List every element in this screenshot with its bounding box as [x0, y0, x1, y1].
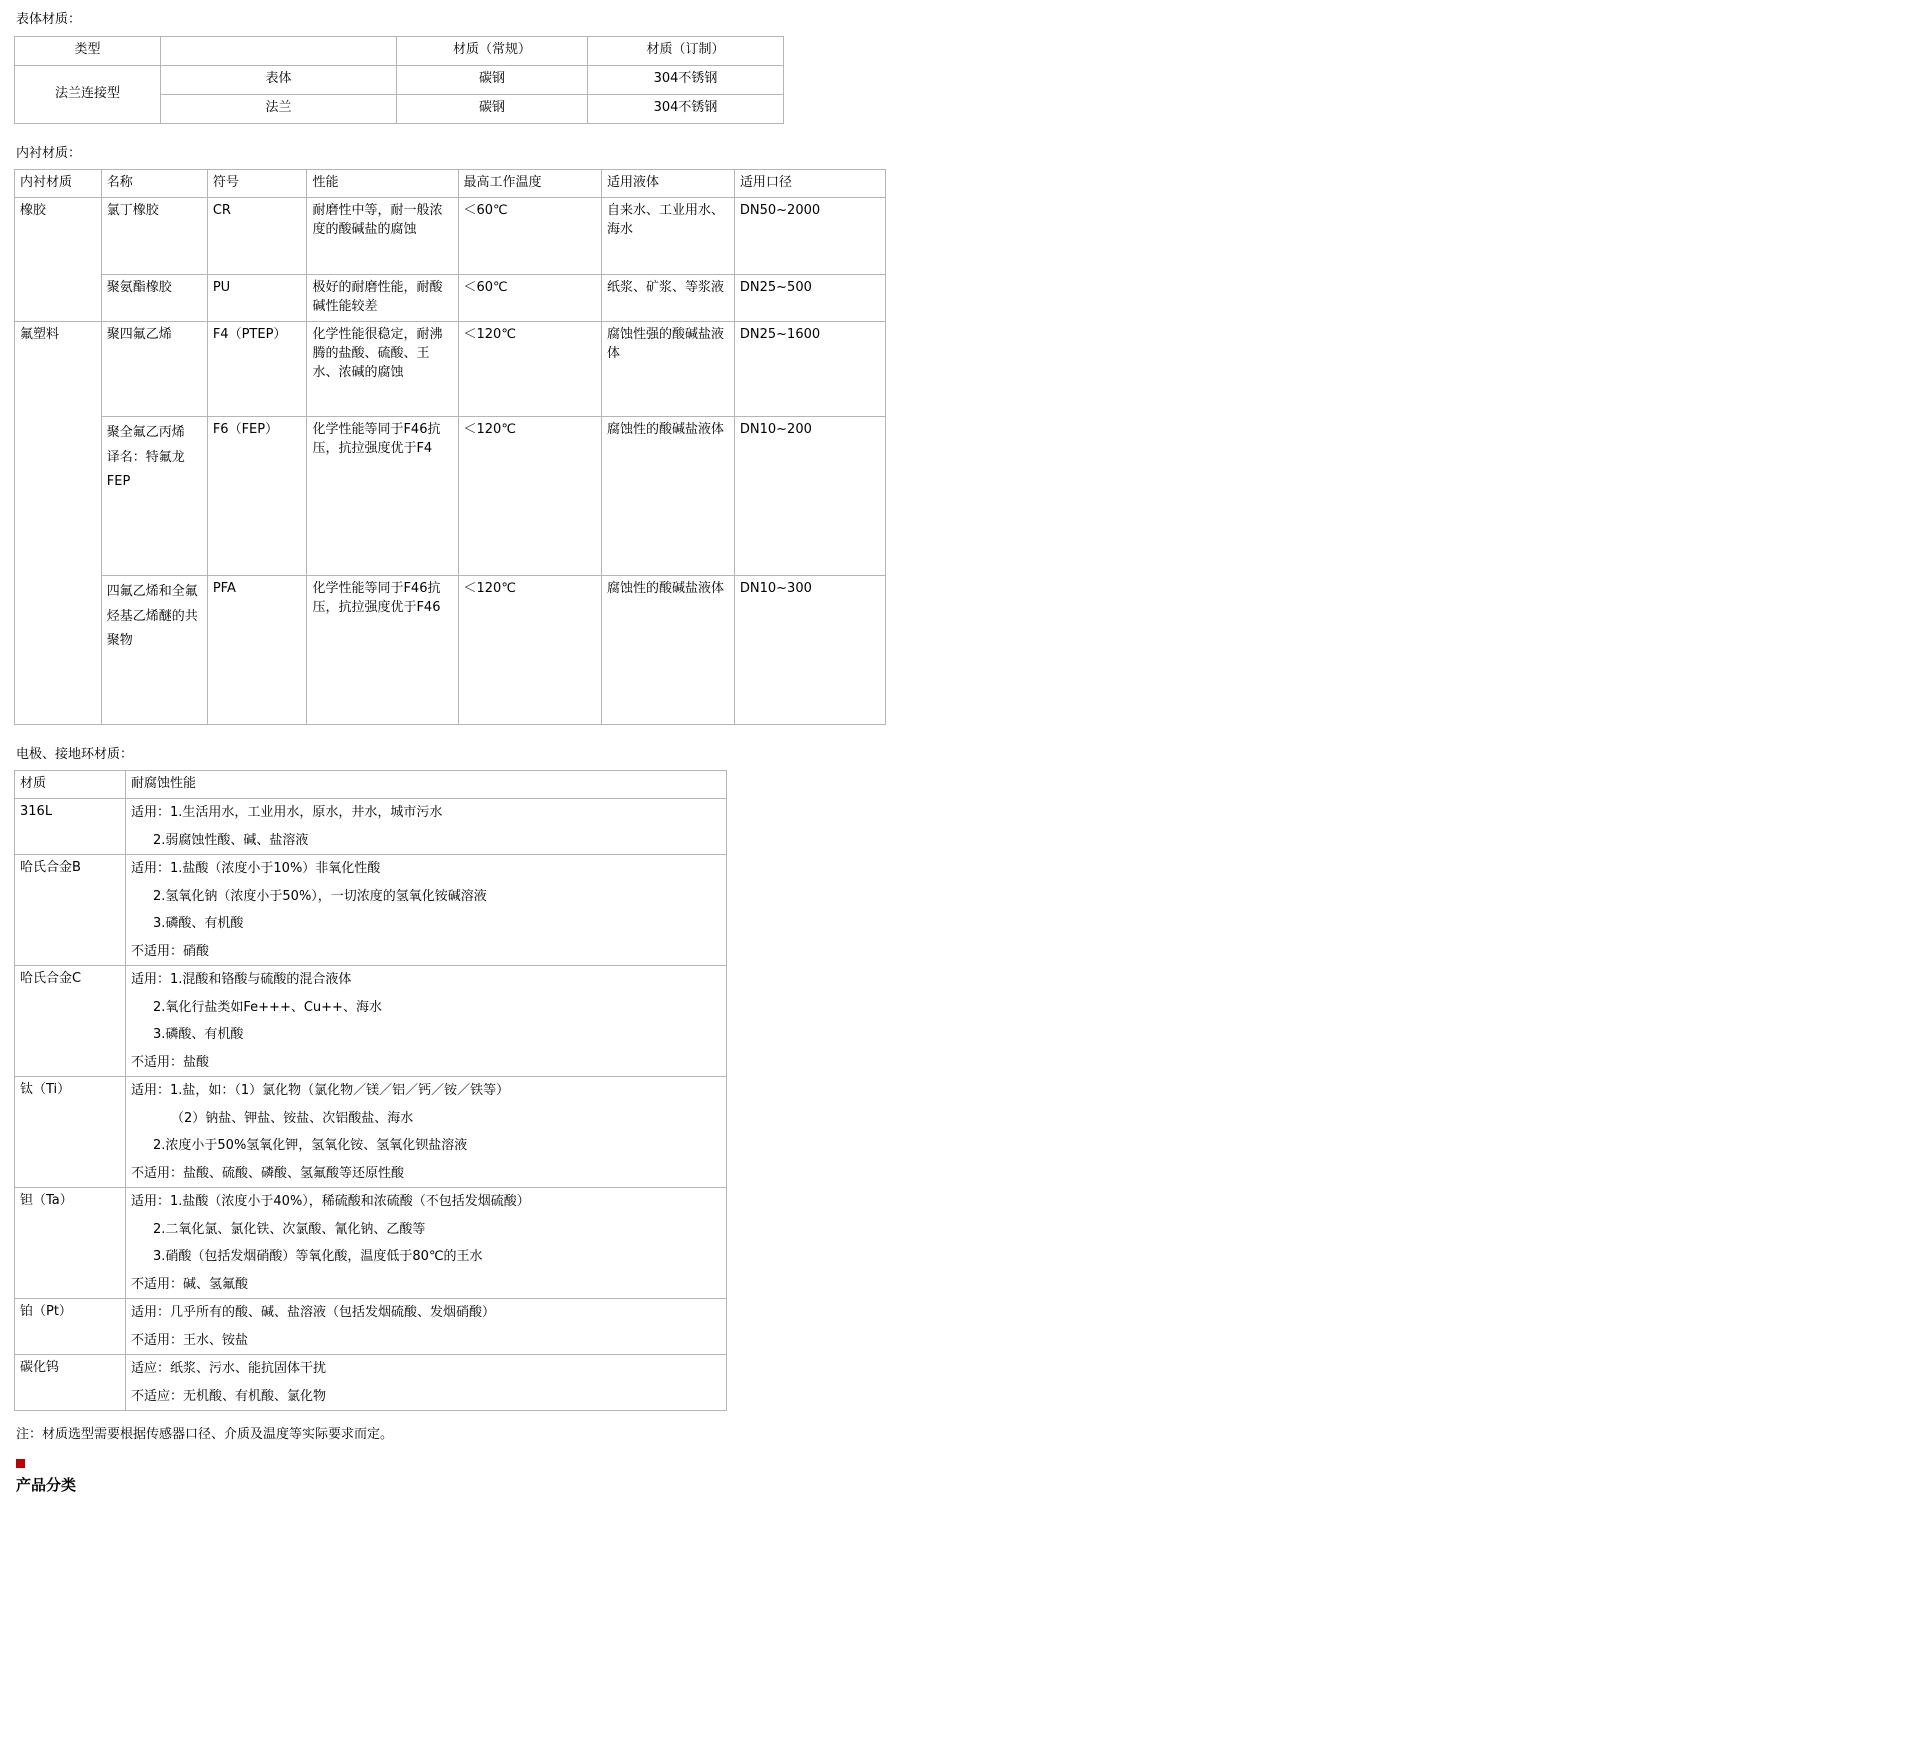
cell-description — [126, 1299, 727, 1355]
desc-line: 适用：几乎所有的酸、碱、盐溶液（包括发烟硫酸、发烟硝酸） — [131, 1305, 496, 1321]
header-name: 名称 — [101, 170, 207, 198]
cell-liquid: 腐蚀性的酸碱盐液体 — [602, 416, 735, 575]
cell-custom: 304不锈钢 — [588, 65, 784, 94]
cell-symbol: F4（PTEP） — [207, 321, 307, 416]
desc-line: 不适用：碱、氢氟酸 — [131, 1276, 249, 1292]
desc-line: 不适用：王水、铵盐 — [131, 1332, 249, 1348]
desc-line: 2.氢氧化钠（浓度小于50%），一切浓度的氢氧化铵碱溶液 — [153, 888, 487, 904]
cell-description — [126, 1077, 727, 1188]
desc-line: 2.弱腐蚀性酸、碱、盐溶液 — [153, 832, 309, 848]
desc-line: 适用：1.盐，如：（1）氯化物（氯化物／镁／铝／钙／铵／铁等） — [131, 1083, 510, 1099]
table-row — [15, 170, 886, 198]
header-blank — [161, 36, 397, 65]
cell-material: 316L — [15, 799, 126, 855]
material-selection-note: 注：材质选型需要根据传感器口径、介质及温度等实际要求而定。 — [16, 1427, 394, 1443]
cell-standard: 碳钢 — [397, 65, 588, 94]
cell-material: 碳化钨 — [15, 1355, 126, 1411]
cell-diameter: DN25~500 — [734, 274, 885, 321]
cell-description — [126, 855, 727, 966]
cell-material: 哈氏合金B — [15, 855, 126, 966]
cell-symbol: PFA — [207, 575, 307, 724]
cell-max-temp: ＜120℃ — [458, 575, 602, 724]
desc-line: 3.磷酸、有机酸 — [153, 916, 244, 932]
header-symbol: 符号 — [207, 170, 307, 198]
cell-description — [126, 1355, 727, 1411]
desc-line: 2.浓度小于50%氢氧化钾，氢氧化铵、氢氧化钡盐溶液 — [153, 1138, 468, 1154]
table-row — [15, 274, 886, 321]
desc-line: 不适用：硝酸 — [131, 943, 210, 959]
cell-performance: 化学性能等同于F46抗压，抗拉强度优于F4 — [307, 416, 458, 575]
table-row — [15, 1188, 727, 1299]
header-max-temp: 最高工作温度 — [458, 170, 602, 198]
body-material-label: 表体材质： — [16, 12, 82, 27]
cell-material: 哈氏合金C — [15, 966, 126, 1077]
electrode-material-table — [14, 770, 727, 1411]
desc-line: 适用：1.混酸和铬酸与硫酸的混合液体 — [131, 972, 352, 988]
desc-line: 2.二氧化氯、氯化铁、次氯酸、氰化钠、乙酸等 — [153, 1221, 426, 1237]
table-row — [15, 416, 886, 575]
table-row — [15, 321, 886, 416]
red-square-icon — [16, 1459, 25, 1468]
cell-diameter: DN25~1600 — [734, 321, 885, 416]
header-diameter: 适用口径 — [734, 170, 885, 198]
cell-max-temp: ＜120℃ — [458, 321, 602, 416]
header-performance: 性能 — [307, 170, 458, 198]
cell-liquid: 纸浆、矿浆、等浆液 — [602, 274, 735, 321]
cell-name: 聚氨酯橡胶 — [101, 274, 207, 321]
desc-line: 2.氧化行盐类如Fe+++、Cu++、海水 — [153, 999, 382, 1015]
cell-name: 四氟乙烯和全氟烃基乙烯醚的共聚物 — [101, 575, 207, 724]
body-material-table — [14, 36, 784, 124]
product-category-block — [16, 1456, 1920, 1496]
cell-symbol: F6（FEP） — [207, 416, 307, 575]
cell-diameter: DN10~200 — [734, 416, 885, 575]
table-row — [15, 197, 886, 274]
table-row — [15, 1355, 727, 1411]
table-row — [15, 966, 727, 1077]
cell-description — [126, 799, 727, 855]
header-liquid: 适用液体 — [602, 170, 735, 198]
desc-line: 不适用：盐酸 — [131, 1054, 210, 1070]
desc-line: 适用：1.盐酸（浓度小于10%）非氧化性酸 — [131, 861, 381, 877]
header-type: 类型 — [15, 36, 161, 65]
cell-max-temp: ＜120℃ — [458, 416, 602, 575]
cell-part: 表体 — [161, 65, 397, 94]
cell-liquid: 腐蚀性的酸碱盐液体 — [602, 575, 735, 724]
header-material: 材质 — [15, 771, 126, 799]
cell-description — [126, 1188, 727, 1299]
header-custom: 材质（订制） — [588, 36, 784, 65]
table-row — [15, 575, 886, 724]
cell-name: 聚四氟乙烯 — [101, 321, 207, 416]
cell-symbol: CR — [207, 197, 307, 274]
cell-max-temp: ＜60℃ — [458, 197, 602, 274]
electrode-material-label: 电极、接地环材质： — [16, 746, 134, 762]
cell-performance: 化学性能很稳定，耐沸腾的盐酸、硫酸、王水、浓碱的腐蚀 — [307, 321, 458, 416]
cell-liquid: 腐蚀性强的酸碱盐液体 — [602, 321, 735, 416]
desc-line: （2）钠盐、钾盐、铵盐、次铝酸盐、海水 — [171, 1110, 414, 1126]
cell-max-temp: ＜60℃ — [458, 274, 602, 321]
product-category-title: 产品分类 — [16, 1475, 77, 1494]
group-label-rubber: 橡胶 — [15, 197, 102, 321]
table-row — [15, 855, 727, 966]
desc-line: 适应：纸浆、污水、能抗固体干扰 — [131, 1361, 327, 1377]
lining-material-label: 内衬材质： — [16, 145, 82, 161]
table-row — [15, 36, 784, 65]
table-row — [15, 799, 727, 855]
table-row — [15, 1077, 727, 1188]
header-corrosion-resistance: 耐腐蚀性能 — [126, 771, 727, 799]
cell-performance: 极好的耐磨性能，耐酸碱性能较差 — [307, 274, 458, 321]
header-lining-material: 内衬材质 — [15, 170, 102, 198]
desc-line: 3.磷酸、有机酸 — [153, 1027, 244, 1043]
cell-name: 聚全氟乙丙烯 译名：特氟龙FEP — [101, 416, 207, 575]
table-row — [15, 771, 727, 799]
cell-material: 钽（Ta） — [15, 1188, 126, 1299]
table-row — [15, 1299, 727, 1355]
cell-description — [126, 966, 727, 1077]
cell-performance: 耐磨性中等，耐一般浓度的酸碱盐的腐蚀 — [307, 197, 458, 274]
desc-line: 适用：1.盐酸（浓度小于40%），稀硫酸和浓硫酸（不包括发烟硫酸） — [131, 1194, 530, 1210]
cell-material: 钛（Ti） — [15, 1077, 126, 1188]
desc-line: 不适应：无机酸、有机酸、氯化物 — [131, 1388, 327, 1404]
cell-custom: 304不锈钢 — [588, 94, 784, 123]
cell-symbol: PU — [207, 274, 307, 321]
cell-part: 法兰 — [161, 94, 397, 123]
table-row — [15, 65, 784, 94]
cell-name: 氯丁橡胶 — [101, 197, 207, 274]
cell-liquid: 自来水、工业用水、海水 — [602, 197, 735, 274]
row-label-flange-type: 法兰连接型 — [15, 65, 161, 123]
desc-line: 适用：1.生活用水，工业用水，原水，井水，城市污水 — [131, 805, 443, 821]
cell-diameter: DN10~300 — [734, 575, 885, 724]
cell-performance: 化学性能等同于F46抗压，抗拉强度优于F46 — [307, 575, 458, 724]
cell-standard: 碳钢 — [397, 94, 588, 123]
lining-material-table — [14, 169, 886, 725]
group-label-fluoroplastic: 氟塑料 — [15, 321, 102, 724]
desc-line: 不适用：盐酸、硫酸、磷酸、氢氟酸等还原性酸 — [131, 1165, 405, 1181]
cell-diameter: DN50~2000 — [734, 197, 885, 274]
desc-line: 3.硝酸（包括发烟硝酸）等氧化酸，温度低于80℃的王水 — [153, 1249, 483, 1265]
header-standard: 材质（常规） — [397, 36, 588, 65]
cell-material: 铂（Pt） — [15, 1299, 126, 1355]
